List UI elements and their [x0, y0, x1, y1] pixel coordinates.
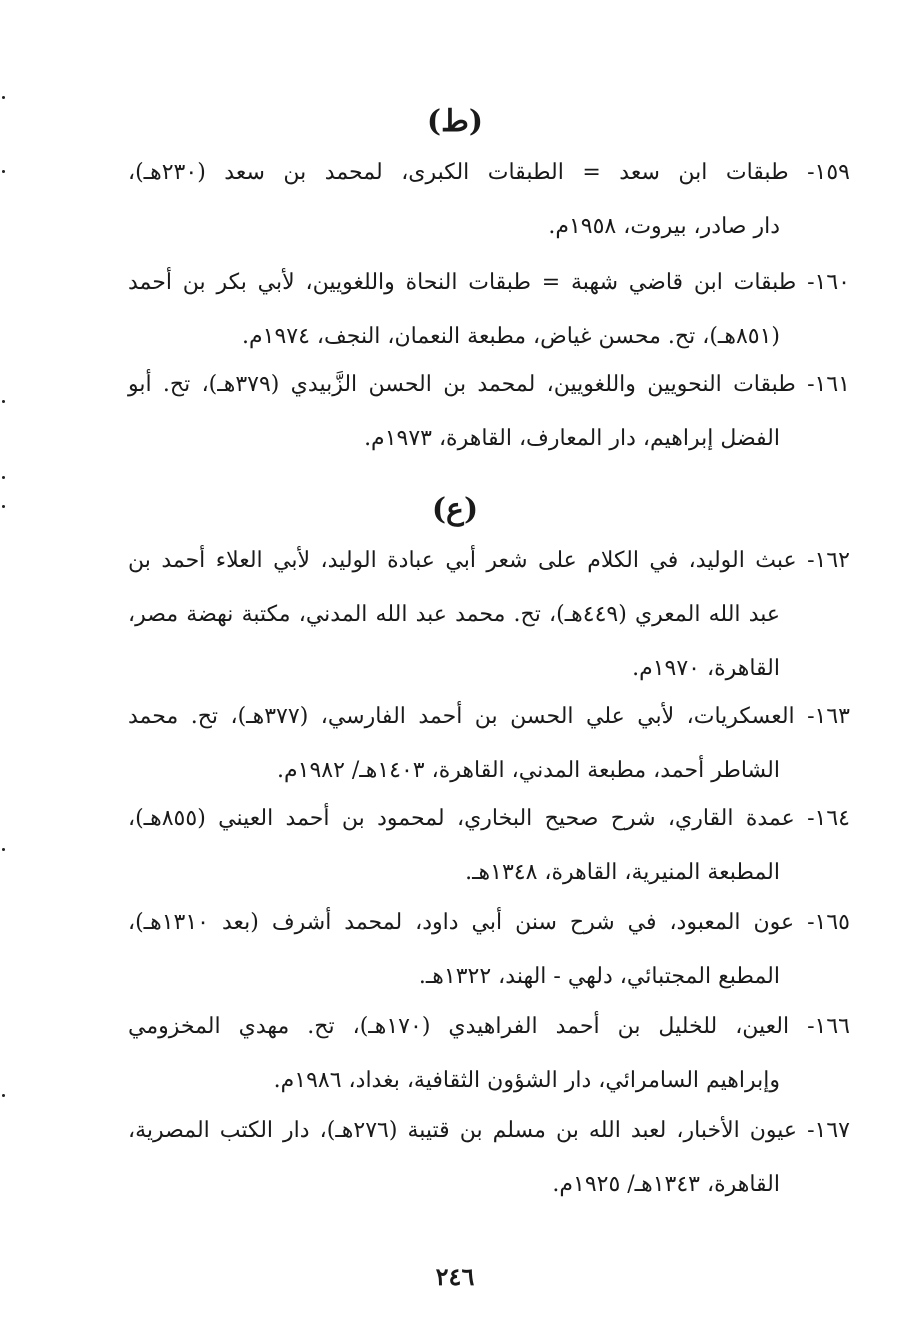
margin-mark: [2, 96, 5, 99]
entry-line: ١٦٣- العسكريات، لأبي علي الحسن بن أحمد الفارسي، (٣٧٧هـ)، تح. محمد: [128, 704, 850, 729]
section-heading-ta: (ط): [426, 104, 484, 139]
entry-line: ١٦٥- عون المعبود، في شرح سنن أبي داود، لمحمد أشرف (بعد ١٣١٠هـ)،: [128, 910, 850, 935]
margin-mark: [2, 1094, 5, 1097]
bibliography-entry-167: [128, 1104, 850, 1212]
bibliography-entry-163: [128, 690, 850, 798]
margin-mark: [2, 505, 5, 508]
margin-mark: [2, 848, 5, 851]
entry-line: القاهرة، ١٣٤٣هـ/ ١٩٢٥م.: [552, 1172, 780, 1197]
entry-line: المطبعة المنيرية، القاهرة، ١٣٤٨هـ.: [465, 860, 780, 885]
entry-line: (٨٥١هـ)، تح. محسن غياض، مطبعة النعمان، النجف، ١٩٧٤م.: [242, 324, 780, 349]
entry-line: الشاطر أحمد، مطبعة المدني، القاهرة، ١٤٠٣هـ/ ١٩٨٢م.: [277, 758, 780, 783]
entry-line: ١٦٠- طبقات ابن قاضي شهبة = طبقات النحاة واللغويين، لأبي بكر بن أحمد: [128, 270, 850, 295]
entry-line: الفضل إبراهيم، دار المعارف، القاهرة، ١٩٧٣م.: [364, 426, 780, 451]
bibliography-entry-164: [128, 792, 850, 900]
entry-line: ١٦٢- عبث الوليد، في الكلام على شعر أبي عبادة الوليد، لأبي العلاء أحمد بن: [128, 548, 850, 573]
section-heading-ain: (ع): [431, 492, 479, 527]
entry-line: عبد الله المعري (٤٤٩هـ)، تح. محمد عبد الله المدني، مكتبة نهضة مصر،: [128, 602, 781, 627]
entry-line: المطبع المجتبائي، دلهي - الهند، ١٣٢٢هـ.: [418, 964, 780, 989]
margin-mark: [2, 170, 5, 173]
entry-line: ١٦٧- عيون الأخبار، لعبد الله بن مسلم بن قتيبة (٢٧٦هـ)، دار الكتب المصرية،: [128, 1118, 850, 1143]
entry-line: القاهرة، ١٩٧٠م.: [632, 656, 780, 681]
entry-line: ١٦١- طبقات النحويين واللغويين، لمحمد بن الحسن الزَّبيدي (٣٧٩هـ)، تح. أبو: [128, 372, 850, 397]
entry-line: ١٦٦- العين، للخليل بن أحمد الفراهيدي (١٧٠هـ)، تح. مهدي المخزومي: [128, 1014, 850, 1039]
bibliography-entry-161: [128, 358, 850, 466]
entry-line: ١٦٤- عمدة القاري، شرح صحيح البخاري، لمحمود بن أحمد العيني (٨٥٥هـ)،: [128, 806, 850, 831]
bibliography-entry-160: [128, 256, 850, 364]
entry-line: وإبراهيم السامرائي، دار الشؤون الثقافية، بغداد، ١٩٨٦م.: [273, 1068, 780, 1093]
margin-mark: [2, 400, 5, 403]
margin-mark: [2, 476, 5, 479]
bibliography-entry-165: [128, 896, 850, 1004]
entry-line: ١٥٩- طبقات ابن سعد = الطبقات الكبرى، لمحمد بن سعد (٢٣٠هـ)،: [128, 160, 850, 185]
bibliography-entry-159: [128, 146, 850, 254]
entry-line: دار صادر، بيروت، ١٩٥٨م.: [548, 214, 780, 239]
page-number: ٢٤٦: [435, 1262, 475, 1291]
bibliography-entry-162: [128, 534, 850, 696]
bibliography-entry-166: [128, 1000, 850, 1108]
